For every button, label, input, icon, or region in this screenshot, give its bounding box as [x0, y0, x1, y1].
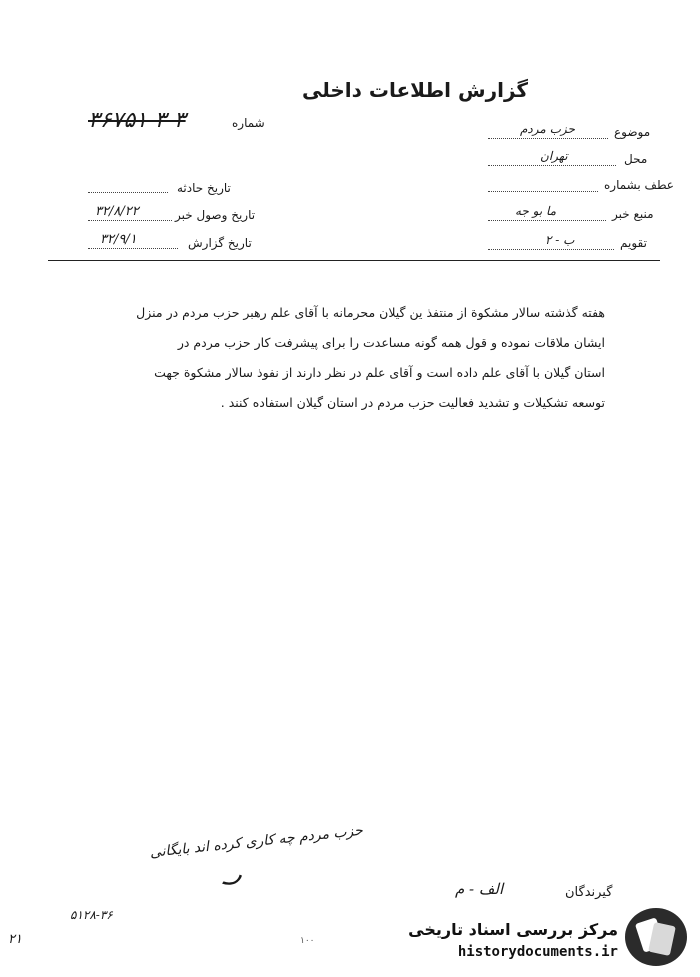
incident-date-dots [88, 192, 168, 193]
evaluation-label: تقویم [620, 236, 647, 250]
recipients-label: گیرندگان [565, 885, 613, 900]
subject-label: موضوع [614, 125, 651, 139]
report-date-value: ۳۲/۹/۱ [100, 232, 137, 247]
evaluation-dots [488, 249, 614, 250]
header-divider [48, 260, 660, 261]
source-label: منبع خبر [612, 207, 654, 221]
place-label: محل [624, 152, 648, 166]
report-date-label: تاریخ گزارش [188, 236, 252, 250]
receipt-date-value: ۳۲/۸/۲۲ [95, 204, 139, 219]
report-title: گزارش اطلاعات داخلی [301, 78, 529, 102]
subject-value: حزب مردم [520, 122, 575, 136]
receipt-date-label: تاریخ وصول خبر [175, 208, 256, 222]
watermark-name: مرکز بررسی اسناد تاریخی [408, 920, 618, 939]
incident-date-label: تاریخ حادثه [177, 181, 231, 195]
place-dots [488, 165, 616, 166]
body-line-1: هفته گذشته سالار مشکوة از منتفذ ین گیلان محرمانه با آقای علم رهبر حزب مردم در منزل [136, 305, 605, 320]
body-line-4: توسعه تشکیلات و تشدید فعالیت حزب مردم در استان گیلان استفاده کنند . [220, 395, 605, 410]
handwritten-note: حزب مردم چه کاری کرده اند بایگانی [149, 822, 364, 861]
signature-mark: ر [224, 853, 249, 890]
source-value: ما بو جه [515, 204, 557, 218]
page-number: ۱۰۰ [300, 936, 315, 946]
reference-label: عطف بشماره [604, 178, 674, 192]
number-label: شماره [232, 116, 265, 130]
watermark-url: historydocuments.ir [457, 944, 618, 960]
subject-dots [488, 138, 608, 139]
body-line-2: ایشان ملاقات نموده و قول همه گونه مساعدت را برای پیشرفت کار حزب مردم در [177, 335, 605, 350]
body-line-3: استان گیلان با آقای علم داده است و آقای علم در نظر دارند از نفوذ سالار مشکوة جهت [154, 365, 605, 380]
source-dots [488, 220, 606, 221]
place-value: تهران [540, 149, 568, 163]
reference-dots [488, 191, 598, 192]
file-reference: ۵۱۲۸-۳۶ [70, 908, 113, 922]
archive-logo-icon [625, 908, 687, 966]
evaluation-value: ب - ۲ [545, 233, 575, 247]
recipient-value: الف - م [455, 880, 504, 898]
report-date-dots [88, 248, 178, 249]
number-value: ۳۶۷۵۱-۳-۳ [88, 108, 186, 133]
receipt-date-dots [88, 220, 172, 221]
page-mark: ۲۱ [8, 932, 22, 947]
